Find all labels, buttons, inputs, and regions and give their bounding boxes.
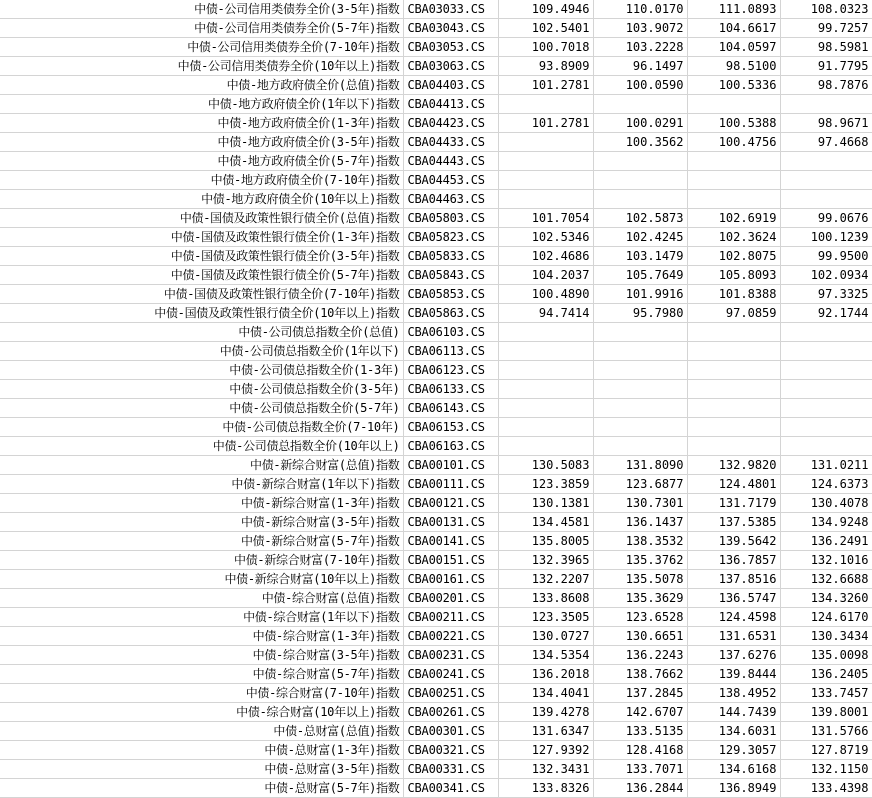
value-cell-4[interactable]: 108.0323 — [780, 0, 872, 19]
value-cell-3[interactable] — [687, 171, 780, 190]
value-cell-1[interactable] — [498, 361, 593, 380]
index-code-cell[interactable]: CBA05823.CS — [403, 228, 498, 247]
index-name-cell[interactable]: 中债-总财富(5-7年)指数 — [0, 779, 403, 798]
index-code-cell[interactable]: CBA00161.CS — [403, 570, 498, 589]
value-cell-3[interactable]: 104.6617 — [687, 19, 780, 38]
table-row — [0, 703, 872, 722]
value-cell-3[interactable]: 139.5642 — [687, 532, 780, 551]
index-code-cell[interactable]: CBA04463.CS — [403, 190, 498, 209]
index-name-cell[interactable]: 中债-国债及政策性银行债全价(7-10年)指数 — [0, 285, 403, 304]
index-name-cell[interactable]: 中债-公司债总指数全价(3-5年) — [0, 380, 403, 399]
index-name-cell[interactable]: 中债-地方政府债全价(1年以下)指数 — [0, 95, 403, 114]
table-row — [0, 456, 872, 475]
value-cell-1[interactable]: 130.1381 — [498, 494, 593, 513]
table-row — [0, 513, 872, 532]
value-cell-4[interactable]: 100.1239 — [780, 228, 872, 247]
value-cell-3[interactable]: 134.6031 — [687, 722, 780, 741]
index-name-cell[interactable]: 中债-新综合财富(10年以上)指数 — [0, 570, 403, 589]
index-name-cell[interactable]: 中债-地方政府债全价(5-7年)指数 — [0, 152, 403, 171]
value-cell-2[interactable]: 135.5078 — [593, 570, 687, 589]
value-cell-1[interactable]: 101.2781 — [498, 76, 593, 95]
value-cell-4[interactable]: 97.3325 — [780, 285, 872, 304]
value-cell-2[interactable]: 138.7662 — [593, 665, 687, 684]
value-cell-1[interactable]: 109.4946 — [498, 0, 593, 19]
value-cell-2[interactable] — [593, 342, 687, 361]
index-code-cell[interactable]: CBA03033.CS — [403, 0, 498, 19]
index-code-cell[interactable]: CBA00151.CS — [403, 551, 498, 570]
table-row — [0, 342, 872, 361]
value-cell-1[interactable]: 134.4581 — [498, 513, 593, 532]
value-cell-3[interactable]: 100.5336 — [687, 76, 780, 95]
value-cell-3[interactable]: 97.0859 — [687, 304, 780, 323]
table-row — [0, 0, 872, 19]
index-name-cell[interactable]: 中债-新综合财富(5-7年)指数 — [0, 532, 403, 551]
index-code-cell[interactable]: CBA06113.CS — [403, 342, 498, 361]
value-cell-4[interactable]: 133.7457 — [780, 684, 872, 703]
value-cell-2[interactable]: 128.4168 — [593, 741, 687, 760]
table-row — [0, 722, 872, 741]
table-row — [0, 19, 872, 38]
value-cell-3[interactable]: 137.5385 — [687, 513, 780, 532]
value-cell-2[interactable]: 133.5135 — [593, 722, 687, 741]
value-cell-3[interactable]: 136.7857 — [687, 551, 780, 570]
value-cell-2[interactable]: 136.2844 — [593, 779, 687, 798]
value-cell-1[interactable] — [498, 437, 593, 456]
index-code-cell[interactable]: CBA06123.CS — [403, 361, 498, 380]
index-code-cell[interactable]: CBA05833.CS — [403, 247, 498, 266]
value-cell-1[interactable] — [498, 399, 593, 418]
index-name-cell[interactable]: 中债-公司信用类债券全价(7-10年)指数 — [0, 38, 403, 57]
value-cell-2[interactable]: 100.0291 — [593, 114, 687, 133]
value-cell-2[interactable]: 95.7980 — [593, 304, 687, 323]
value-cell-1[interactable]: 133.8326 — [498, 779, 593, 798]
table-row — [0, 380, 872, 399]
value-cell-4[interactable]: 131.0211 — [780, 456, 872, 475]
index-code-cell[interactable]: CBA00331.CS — [403, 760, 498, 779]
value-cell-4[interactable] — [780, 418, 872, 437]
value-cell-3[interactable] — [687, 152, 780, 171]
index-code-cell[interactable]: CBA06143.CS — [403, 399, 498, 418]
value-cell-2[interactable]: 142.6707 — [593, 703, 687, 722]
index-name-cell[interactable]: 中债-公司信用类债券全价(10年以上)指数 — [0, 57, 403, 76]
table-row — [0, 266, 872, 285]
index-code-cell[interactable]: CBA04413.CS — [403, 95, 498, 114]
value-cell-1[interactable]: 94.7414 — [498, 304, 593, 323]
value-cell-2[interactable]: 137.2845 — [593, 684, 687, 703]
value-cell-4[interactable]: 131.5766 — [780, 722, 872, 741]
value-cell-4[interactable] — [780, 342, 872, 361]
value-cell-3[interactable]: 102.8075 — [687, 247, 780, 266]
table-row — [0, 171, 872, 190]
index-name-cell[interactable]: 中债-公司信用类债券全价(3-5年)指数 — [0, 0, 403, 19]
value-cell-4[interactable]: 98.5981 — [780, 38, 872, 57]
value-cell-2[interactable] — [593, 323, 687, 342]
value-cell-4[interactable] — [780, 152, 872, 171]
value-cell-1[interactable]: 134.4041 — [498, 684, 593, 703]
value-cell-3[interactable]: 132.9820 — [687, 456, 780, 475]
index-name-cell[interactable]: 中债-公司债总指数全价(7-10年) — [0, 418, 403, 437]
value-cell-3[interactable]: 98.5100 — [687, 57, 780, 76]
index-name-cell[interactable]: 中债-综合财富(7-10年)指数 — [0, 684, 403, 703]
value-cell-3[interactable]: 124.4598 — [687, 608, 780, 627]
index-name-cell[interactable]: 中债-新综合财富(7-10年)指数 — [0, 551, 403, 570]
value-cell-1[interactable]: 102.4686 — [498, 247, 593, 266]
value-cell-1[interactable]: 134.5354 — [498, 646, 593, 665]
value-cell-4[interactable]: 132.6688 — [780, 570, 872, 589]
value-cell-3[interactable] — [687, 95, 780, 114]
index-code-cell[interactable]: CBA04443.CS — [403, 152, 498, 171]
index-code-cell[interactable]: CBA05853.CS — [403, 285, 498, 304]
value-cell-1[interactable]: 132.2207 — [498, 570, 593, 589]
value-cell-3[interactable]: 136.5747 — [687, 589, 780, 608]
index-code-cell[interactable]: CBA06163.CS — [403, 437, 498, 456]
value-cell-1[interactable]: 139.4278 — [498, 703, 593, 722]
value-cell-1[interactable]: 102.5346 — [498, 228, 593, 247]
value-cell-3[interactable] — [687, 190, 780, 209]
index-code-cell[interactable]: CBA00121.CS — [403, 494, 498, 513]
index-name-cell[interactable]: 中债-综合财富(总值)指数 — [0, 589, 403, 608]
table-row — [0, 608, 872, 627]
index-name-cell[interactable]: 中债-地方政府债全价(1-3年)指数 — [0, 114, 403, 133]
value-cell-1[interactable] — [498, 380, 593, 399]
table-row — [0, 285, 872, 304]
index-code-cell[interactable]: CBA00101.CS — [403, 456, 498, 475]
value-cell-3[interactable]: 144.7439 — [687, 703, 780, 722]
table-row — [0, 95, 872, 114]
value-cell-2[interactable]: 123.6528 — [593, 608, 687, 627]
value-cell-4[interactable]: 130.4078 — [780, 494, 872, 513]
value-cell-2[interactable]: 105.7649 — [593, 266, 687, 285]
table-row — [0, 684, 872, 703]
value-cell-3[interactable]: 138.4952 — [687, 684, 780, 703]
value-cell-4[interactable]: 127.8719 — [780, 741, 872, 760]
value-cell-2[interactable]: 136.1437 — [593, 513, 687, 532]
value-cell-1[interactable]: 135.8005 — [498, 532, 593, 551]
index-code-cell[interactable]: CBA00231.CS — [403, 646, 498, 665]
value-cell-4[interactable] — [780, 323, 872, 342]
value-cell-2[interactable]: 131.8090 — [593, 456, 687, 475]
value-cell-1[interactable]: 130.5083 — [498, 456, 593, 475]
value-cell-3[interactable] — [687, 380, 780, 399]
table-row — [0, 475, 872, 494]
value-cell-1[interactable]: 130.0727 — [498, 627, 593, 646]
table-row — [0, 437, 872, 456]
value-cell-3[interactable] — [687, 418, 780, 437]
table-row — [0, 532, 872, 551]
value-cell-3[interactable]: 102.3624 — [687, 228, 780, 247]
index-code-cell[interactable]: CBA00131.CS — [403, 513, 498, 532]
index-code-cell[interactable]: CBA05843.CS — [403, 266, 498, 285]
table-row — [0, 779, 872, 798]
table-row — [0, 627, 872, 646]
value-cell-2[interactable] — [593, 190, 687, 209]
value-cell-2[interactable]: 133.7071 — [593, 760, 687, 779]
value-cell-1[interactable]: 100.4890 — [498, 285, 593, 304]
value-cell-4[interactable]: 124.6170 — [780, 608, 872, 627]
index-code-cell[interactable]: CBA03043.CS — [403, 19, 498, 38]
table-row — [0, 323, 872, 342]
index-name-cell[interactable]: 中债-公司债总指数全价(1-3年) — [0, 361, 403, 380]
table-row — [0, 551, 872, 570]
index-code-cell[interactable]: CBA00211.CS — [403, 608, 498, 627]
index-code-cell[interactable]: CBA03053.CS — [403, 38, 498, 57]
value-cell-4[interactable] — [780, 171, 872, 190]
index-name-cell[interactable]: 中债-综合财富(3-5年)指数 — [0, 646, 403, 665]
value-cell-3[interactable]: 137.8516 — [687, 570, 780, 589]
value-cell-2[interactable]: 130.7301 — [593, 494, 687, 513]
value-cell-4[interactable]: 99.9500 — [780, 247, 872, 266]
value-cell-2[interactable]: 123.6877 — [593, 475, 687, 494]
value-cell-1[interactable]: 101.2781 — [498, 114, 593, 133]
value-cell-1[interactable] — [498, 171, 593, 190]
value-cell-4[interactable]: 99.0676 — [780, 209, 872, 228]
table-row — [0, 570, 872, 589]
index-code-cell[interactable]: CBA00301.CS — [403, 722, 498, 741]
table-row — [0, 646, 872, 665]
value-cell-3[interactable]: 134.6168 — [687, 760, 780, 779]
value-cell-3[interactable]: 131.7179 — [687, 494, 780, 513]
value-cell-4[interactable]: 133.4398 — [780, 779, 872, 798]
table-row — [0, 190, 872, 209]
index-code-cell[interactable]: CBA05803.CS — [403, 209, 498, 228]
value-cell-2[interactable]: 103.1479 — [593, 247, 687, 266]
value-cell-2[interactable] — [593, 437, 687, 456]
value-cell-3[interactable]: 101.8388 — [687, 285, 780, 304]
value-cell-4[interactable]: 130.3434 — [780, 627, 872, 646]
index-code-cell[interactable]: CBA00141.CS — [403, 532, 498, 551]
table-row — [0, 114, 872, 133]
index-name-cell[interactable]: 中债-综合财富(1年以下)指数 — [0, 608, 403, 627]
value-cell-3[interactable]: 124.4801 — [687, 475, 780, 494]
table-row — [0, 38, 872, 57]
value-cell-3[interactable] — [687, 342, 780, 361]
value-cell-1[interactable] — [498, 152, 593, 171]
value-cell-2[interactable]: 136.2243 — [593, 646, 687, 665]
value-cell-3[interactable] — [687, 323, 780, 342]
value-cell-2[interactable] — [593, 418, 687, 437]
index-name-cell[interactable]: 中债-新综合财富(3-5年)指数 — [0, 513, 403, 532]
value-cell-1[interactable]: 131.6347 — [498, 722, 593, 741]
value-cell-2[interactable]: 102.5873 — [593, 209, 687, 228]
value-cell-3[interactable]: 102.6919 — [687, 209, 780, 228]
value-cell-3[interactable]: 129.3057 — [687, 741, 780, 760]
value-cell-1[interactable] — [498, 190, 593, 209]
index-name-cell[interactable]: 中债-总财富(1-3年)指数 — [0, 741, 403, 760]
value-cell-3[interactable]: 137.6276 — [687, 646, 780, 665]
index-code-cell[interactable]: CBA00261.CS — [403, 703, 498, 722]
value-cell-2[interactable]: 103.9072 — [593, 19, 687, 38]
index-name-cell[interactable]: 中债-新综合财富(总值)指数 — [0, 456, 403, 475]
index-name-cell[interactable]: 中债-公司债总指数全价(10年以上) — [0, 437, 403, 456]
value-cell-1[interactable] — [498, 133, 593, 152]
value-cell-2[interactable]: 100.0590 — [593, 76, 687, 95]
value-cell-2[interactable] — [593, 171, 687, 190]
value-cell-3[interactable]: 111.0893 — [687, 0, 780, 19]
index-name-cell[interactable]: 中债-综合财富(5-7年)指数 — [0, 665, 403, 684]
index-name-cell[interactable]: 中债-地方政府债全价(10年以上)指数 — [0, 190, 403, 209]
index-name-cell[interactable]: 中债-公司债总指数全价(1年以下) — [0, 342, 403, 361]
value-cell-4[interactable]: 91.7795 — [780, 57, 872, 76]
value-cell-3[interactable]: 136.8949 — [687, 779, 780, 798]
index-name-cell[interactable]: 中债-地方政府债全价(3-5年)指数 — [0, 133, 403, 152]
table-row — [0, 76, 872, 95]
index-code-cell[interactable]: CBA00221.CS — [403, 627, 498, 646]
value-cell-4[interactable]: 98.7876 — [780, 76, 872, 95]
value-cell-2[interactable] — [593, 95, 687, 114]
value-cell-1[interactable]: 101.7054 — [498, 209, 593, 228]
index-name-cell[interactable]: 中债-新综合财富(1年以下)指数 — [0, 475, 403, 494]
index-code-cell[interactable]: CBA00241.CS — [403, 665, 498, 684]
index-code-cell[interactable]: CBA03063.CS — [403, 57, 498, 76]
index-name-cell[interactable]: 中债-综合财富(1-3年)指数 — [0, 627, 403, 646]
value-cell-1[interactable] — [498, 323, 593, 342]
index-code-cell[interactable]: CBA00321.CS — [403, 741, 498, 760]
value-cell-2[interactable]: 110.0170 — [593, 0, 687, 19]
value-cell-4[interactable] — [780, 95, 872, 114]
value-cell-4[interactable]: 99.7257 — [780, 19, 872, 38]
value-cell-4[interactable]: 134.9248 — [780, 513, 872, 532]
value-cell-2[interactable] — [593, 152, 687, 171]
index-name-cell[interactable]: 中债-总财富(3-5年)指数 — [0, 760, 403, 779]
value-cell-2[interactable]: 130.6651 — [593, 627, 687, 646]
index-name-cell[interactable]: 中债-国债及政策性银行债全价(10年以上)指数 — [0, 304, 403, 323]
index-name-cell[interactable]: 中债-公司债总指数全价(5-7年) — [0, 399, 403, 418]
value-cell-2[interactable] — [593, 380, 687, 399]
value-cell-4[interactable]: 98.9671 — [780, 114, 872, 133]
value-cell-4[interactable] — [780, 399, 872, 418]
value-cell-1[interactable]: 127.9392 — [498, 741, 593, 760]
value-cell-1[interactable] — [498, 95, 593, 114]
value-cell-1[interactable]: 123.3505 — [498, 608, 593, 627]
value-cell-2[interactable]: 102.4245 — [593, 228, 687, 247]
table-row — [0, 133, 872, 152]
index-code-cell[interactable]: CBA04423.CS — [403, 114, 498, 133]
index-name-cell[interactable]: 中债-国债及政策性银行债全价(1-3年)指数 — [0, 228, 403, 247]
value-cell-2[interactable] — [593, 399, 687, 418]
value-cell-4[interactable]: 102.0934 — [780, 266, 872, 285]
value-cell-3[interactable] — [687, 399, 780, 418]
index-name-cell[interactable]: 中债-地方政府债全价(总值)指数 — [0, 76, 403, 95]
value-cell-3[interactable]: 100.5388 — [687, 114, 780, 133]
table-row — [0, 589, 872, 608]
table-row — [0, 665, 872, 684]
index-name-cell[interactable]: 中债-地方政府债全价(7-10年)指数 — [0, 171, 403, 190]
value-cell-4[interactable]: 132.1150 — [780, 760, 872, 779]
value-cell-4[interactable]: 136.2491 — [780, 532, 872, 551]
table-row — [0, 494, 872, 513]
value-cell-2[interactable]: 100.3562 — [593, 133, 687, 152]
value-cell-1[interactable]: 132.3431 — [498, 760, 593, 779]
table-row — [0, 228, 872, 247]
value-cell-1[interactable]: 132.3965 — [498, 551, 593, 570]
value-cell-4[interactable]: 134.3260 — [780, 589, 872, 608]
index-name-cell[interactable]: 中债-国债及政策性银行债全价(3-5年)指数 — [0, 247, 403, 266]
table-row — [0, 57, 872, 76]
value-cell-2[interactable]: 135.3629 — [593, 589, 687, 608]
value-cell-4[interactable]: 92.1744 — [780, 304, 872, 323]
value-cell-1[interactable]: 133.8608 — [498, 589, 593, 608]
value-cell-4[interactable]: 97.4668 — [780, 133, 872, 152]
value-cell-1[interactable]: 102.5401 — [498, 19, 593, 38]
index-name-cell[interactable]: 中债-国债及政策性银行债全价(5-7年)指数 — [0, 266, 403, 285]
value-cell-2[interactable]: 135.3762 — [593, 551, 687, 570]
index-name-cell[interactable]: 中债-综合财富(10年以上)指数 — [0, 703, 403, 722]
value-cell-3[interactable]: 131.6531 — [687, 627, 780, 646]
value-cell-4[interactable] — [780, 361, 872, 380]
value-cell-4[interactable] — [780, 190, 872, 209]
value-cell-3[interactable] — [687, 437, 780, 456]
value-cell-4[interactable]: 124.6373 — [780, 475, 872, 494]
value-cell-1[interactable]: 104.2037 — [498, 266, 593, 285]
value-cell-4[interactable] — [780, 437, 872, 456]
index-code-cell[interactable]: CBA00251.CS — [403, 684, 498, 703]
value-cell-4[interactable]: 135.0098 — [780, 646, 872, 665]
table-row — [0, 399, 872, 418]
table-row — [0, 418, 872, 437]
index-code-cell[interactable]: CBA06153.CS — [403, 418, 498, 437]
index-code-cell[interactable]: CBA00341.CS — [403, 779, 498, 798]
value-cell-1[interactable] — [498, 418, 593, 437]
value-cell-4[interactable] — [780, 380, 872, 399]
index-name-cell[interactable]: 中债-总财富(总值)指数 — [0, 722, 403, 741]
value-cell-4[interactable]: 136.2405 — [780, 665, 872, 684]
index-code-cell[interactable]: CBA00111.CS — [403, 475, 498, 494]
value-cell-1[interactable]: 123.3859 — [498, 475, 593, 494]
index-code-cell[interactable]: CBA04433.CS — [403, 133, 498, 152]
index-code-cell[interactable]: CBA05863.CS — [403, 304, 498, 323]
value-cell-3[interactable]: 105.8093 — [687, 266, 780, 285]
value-cell-2[interactable]: 101.9916 — [593, 285, 687, 304]
value-cell-1[interactable]: 136.2018 — [498, 665, 593, 684]
table-row — [0, 247, 872, 266]
index-code-cell[interactable]: CBA04403.CS — [403, 76, 498, 95]
value-cell-1[interactable]: 93.8909 — [498, 57, 593, 76]
table-row — [0, 304, 872, 323]
table-row — [0, 152, 872, 171]
index-name-cell[interactable]: 中债-公司信用类债券全价(5-7年)指数 — [0, 19, 403, 38]
index-code-cell[interactable]: CBA00201.CS — [403, 589, 498, 608]
index-code-cell[interactable]: CBA04453.CS — [403, 171, 498, 190]
index-name-cell[interactable]: 中债-新综合财富(1-3年)指数 — [0, 494, 403, 513]
table-row — [0, 760, 872, 779]
value-cell-2[interactable] — [593, 361, 687, 380]
value-cell-1[interactable] — [498, 342, 593, 361]
value-cell-4[interactable]: 139.8001 — [780, 703, 872, 722]
value-cell-3[interactable]: 104.0597 — [687, 38, 780, 57]
index-code-cell[interactable]: CBA06133.CS — [403, 380, 498, 399]
index-name-cell[interactable]: 中债-国债及政策性银行债全价(总值)指数 — [0, 209, 403, 228]
value-cell-4[interactable]: 132.1016 — [780, 551, 872, 570]
value-cell-2[interactable]: 138.3532 — [593, 532, 687, 551]
value-cell-1[interactable]: 100.7018 — [498, 38, 593, 57]
value-cell-2[interactable]: 103.2228 — [593, 38, 687, 57]
value-cell-2[interactable]: 96.1497 — [593, 57, 687, 76]
value-cell-3[interactable]: 139.8444 — [687, 665, 780, 684]
index-name-cell[interactable]: 中债-公司债总指数全价(总值) — [0, 323, 403, 342]
index-code-cell[interactable]: CBA06103.CS — [403, 323, 498, 342]
value-cell-3[interactable] — [687, 361, 780, 380]
table-row — [0, 209, 872, 228]
value-cell-3[interactable]: 100.4756 — [687, 133, 780, 152]
table-row — [0, 361, 872, 380]
